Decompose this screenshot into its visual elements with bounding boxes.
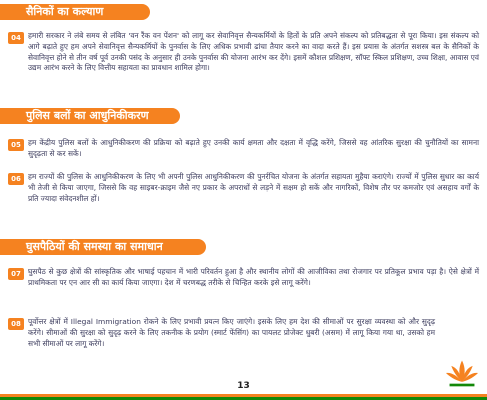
list-item-08 bbox=[8, 317, 435, 349]
section-heading-soldiers-welfare: सैनिकों का कल्याण bbox=[0, 4, 150, 20]
item-number-badge: 06 bbox=[8, 173, 24, 185]
list-item-04 bbox=[8, 31, 479, 74]
section-heading-police-modernization: पुलिस बलों का आधुनिकीकरण bbox=[0, 108, 180, 124]
item-text: घुसपैठ से कुछ क्षेत्रों की सांस्कृतिक और भाषाई पहचान में भारी परिवर्तन हुआ है और स्थानीय लोगों की आजीविका तथा रोजगार पर प्रतिकूल प्रभाव पड़ा है। ऐसे क्षेत्रों में प्राथमिकता पर एन आर सी का कार्य किया जाएगा। देश में चरणबद्ध तरीके से चिन्हित करके इसे लागू करेंगे। bbox=[28, 267, 479, 287]
item-number-badge: 08 bbox=[8, 318, 24, 330]
item-text: पूर्वोत्तर क्षेत्रों में Illegal Immigration रोकने के लिए प्रभावी प्रयत्न किए जाएंगे। इसके लिए हम देश की सीमाओं पर सुरक्षा व्यवस्था को और सुदृढ़ करेंगे। सीमाओं की सुरक्षा को सुदृढ़ करने के लिए तकनीक के प्रयोग (स्मार्ट फेंसिंग) का पायलट प्रोजेक्ट धुबरी (असम) में लागू किया गया था, उसको हम सभी सीमाओं पर लागू करेंगे। bbox=[28, 317, 435, 348]
item-text: हम राज्यों की पुलिस के आधुनिकीकरण के लिए भी अपनी पुलिस आधुनिकीकरण की पुनर्रचित योजना के अंतर्गत सहायता मुहैया कराएंगे। राज्यों में पुलिस सुधार का कार्य भी तेजी से किया जाएगा, जिससे कि वह साइबर-क्राइम जैसे नए प्रकार के अपराधों से लड़ने में सक्षम हो सकें और नागरिकों, विशेष तौर पर कमजोर एवं असहाय वर्गों के प्रति ज्यादा संवेदनशील हों। bbox=[28, 172, 479, 203]
list-item-06 bbox=[8, 172, 479, 204]
page-number: 13 bbox=[237, 381, 250, 391]
item-number-badge: 04 bbox=[8, 32, 24, 44]
item-text: हमारी सरकार ने लंबे समय से लंबित 'वन रैंक वन पेंशन' को लागू कर सेवानिवृत्त सैन्यकर्मियों के हितों के प्रति अपने संकल्प को प्रतिबद्धता से पूरा किया। इस संकल्प को आगे बढ़ाते हुए हम अपने सेवानिवृत्त सैन्यकर्मियों के पुनर्वास के लिए अधिक प्रभावी ढांचा तैयार करने का वादा करते हैं। इस प्रयास के अंतर्गत सशस्त्र बल के सैनिकों के सेवानिवृत्त होने से तीन वर्ष पूर्व उनकी पसंद के अनुसार ही उनके पुनर्वास की योजना आरंभ कर देंगे। इसमें कौशल प्रशिक्षण, सॉफ्ट स्किल प्रशिक्षण, उच्च शिक्षा, आवास एवं उद्यम आरंभ करने के लिए वित्तीय सहायता का प्रावधान शामिल होगा। bbox=[28, 31, 479, 73]
lotus-logo-icon bbox=[444, 357, 480, 389]
list-item-07 bbox=[8, 267, 479, 289]
list-item-05 bbox=[8, 138, 479, 160]
item-number-badge: 05 bbox=[8, 139, 24, 151]
item-number-badge: 07 bbox=[8, 268, 24, 280]
section-heading-infiltrators: घुसपैठियों की समस्या का समाधान bbox=[0, 239, 206, 255]
item-text: हम केंद्रीय पुलिस बलों के आधुनिकीकरण की प्रक्रिया को बढ़ाते हुए उनकी कार्य क्षमता और दक्षता में वृद्धि करेंगे, जिससे वह आंतरिक सुरक्षा की चुनौतियों का सामना सुदृढ़ता से कर सकें। bbox=[28, 138, 479, 158]
